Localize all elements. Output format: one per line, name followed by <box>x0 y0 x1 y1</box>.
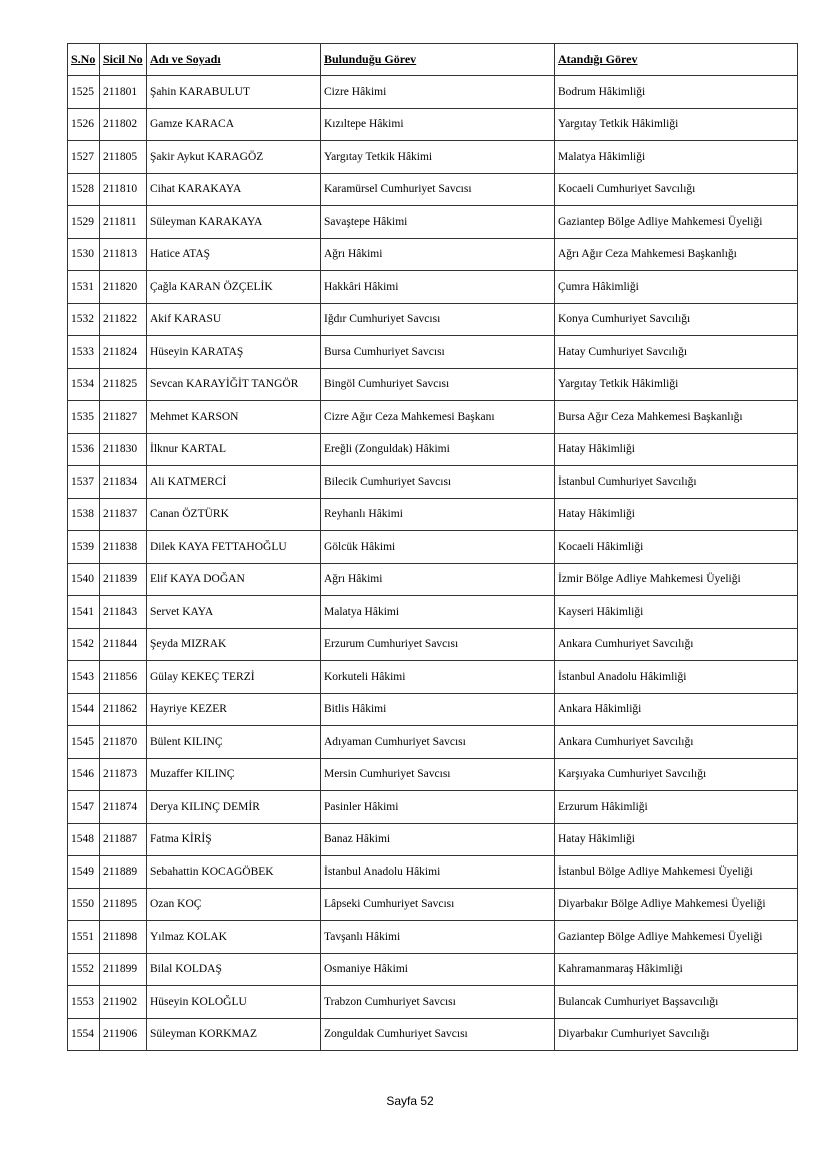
row-current-post: Erzurum Cumhuriyet Savcısı <box>321 628 555 661</box>
row-sicil-no: 211874 <box>100 791 147 824</box>
row-current-post: Cizre Ağır Ceza Mahkemesi Başkanı <box>321 401 555 434</box>
row-sicil-no: 211895 <box>100 888 147 921</box>
row-sno: 1545 <box>68 726 100 759</box>
row-sicil-no: 211825 <box>100 368 147 401</box>
row-assigned-post: Yargıtay Tetkik Hâkimliği <box>555 368 798 401</box>
row-sno: 1528 <box>68 173 100 206</box>
row-sno: 1548 <box>68 823 100 856</box>
row-assigned-post: Kayseri Hâkimliği <box>555 596 798 629</box>
row-sicil-no: 211802 <box>100 108 147 141</box>
row-assigned-post: Kocaeli Hâkimliği <box>555 531 798 564</box>
row-assigned-post: Ağrı Ağır Ceza Mahkemesi Başkanlığı <box>555 238 798 271</box>
row-current-post: Osmaniye Hâkimi <box>321 953 555 986</box>
row-assigned-post: Hatay Hâkimliği <box>555 433 798 466</box>
row-current-post: Hakkâri Hâkimi <box>321 271 555 304</box>
table-row <box>68 791 798 824</box>
row-sno: 1533 <box>68 336 100 369</box>
row-sicil-no: 211822 <box>100 303 147 336</box>
row-sicil-no: 211887 <box>100 823 147 856</box>
row-sno: 1526 <box>68 108 100 141</box>
header-row <box>68 44 798 76</box>
row-current-post: Ağrı Hâkimi <box>321 238 555 271</box>
row-sno: 1552 <box>68 953 100 986</box>
row-assigned-post: İstanbul Cumhuriyet Savcılığı <box>555 466 798 499</box>
row-assigned-post: Konya Cumhuriyet Savcılığı <box>555 303 798 336</box>
row-name: Gamze KARACA <box>147 108 321 141</box>
table-row <box>68 433 798 466</box>
row-assigned-post: Hatay Hâkimliği <box>555 823 798 856</box>
row-name: Çağla KARAN ÖZÇELİK <box>147 271 321 304</box>
row-sno: 1535 <box>68 401 100 434</box>
table-row <box>68 336 798 369</box>
table-row <box>68 661 798 694</box>
row-sicil-no: 211899 <box>100 953 147 986</box>
row-sicil-no: 211820 <box>100 271 147 304</box>
row-name: Cihat KARAKAYA <box>147 173 321 206</box>
row-name: Hatice ATAŞ <box>147 238 321 271</box>
row-name: İlknur KARTAL <box>147 433 321 466</box>
row-sicil-no: 211824 <box>100 336 147 369</box>
row-sno: 1541 <box>68 596 100 629</box>
row-sicil-no: 211813 <box>100 238 147 271</box>
row-sicil-no: 211837 <box>100 498 147 531</box>
row-assigned-post: Gaziantep Bölge Adliye Mahkemesi Üyeliği <box>555 921 798 954</box>
table-body <box>68 76 798 1051</box>
row-name: Sebahattin KOCAGÖBEK <box>147 856 321 889</box>
row-name: Süleyman KORKMAZ <box>147 1018 321 1051</box>
row-sno: 1554 <box>68 1018 100 1051</box>
table-row <box>68 108 798 141</box>
row-name: Servet KAYA <box>147 596 321 629</box>
table-row <box>68 498 798 531</box>
row-name: Fatma KİRİŞ <box>147 823 321 856</box>
row-name: Ali KATMERCİ <box>147 466 321 499</box>
row-assigned-post: Erzurum Hâkimliği <box>555 791 798 824</box>
table-row <box>68 628 798 661</box>
table-row <box>68 726 798 759</box>
row-current-post: Kızıltepe Hâkimi <box>321 108 555 141</box>
table-row <box>68 173 798 206</box>
row-sicil-no: 211902 <box>100 986 147 1019</box>
row-assigned-post: Çumra Hâkimliği <box>555 271 798 304</box>
row-sno: 1531 <box>68 271 100 304</box>
header-sno: S.No <box>68 44 100 76</box>
row-name: Akif KARASU <box>147 303 321 336</box>
row-current-post: Reyhanlı Hâkimi <box>321 498 555 531</box>
row-sno: 1536 <box>68 433 100 466</box>
table-row <box>68 76 798 109</box>
row-sicil-no: 211873 <box>100 758 147 791</box>
row-sicil-no: 211843 <box>100 596 147 629</box>
table-row <box>68 531 798 564</box>
row-current-post: Banaz Hâkimi <box>321 823 555 856</box>
appointments-table <box>67 43 798 1051</box>
row-sno: 1529 <box>68 206 100 239</box>
row-current-post: Bursa Cumhuriyet Savcısı <box>321 336 555 369</box>
row-sno: 1550 <box>68 888 100 921</box>
row-sno: 1553 <box>68 986 100 1019</box>
row-current-post: Adıyaman Cumhuriyet Savcısı <box>321 726 555 759</box>
row-assigned-post: Ankara Cumhuriyet Savcılığı <box>555 726 798 759</box>
row-name: Canan ÖZTÜRK <box>147 498 321 531</box>
table-row <box>68 206 798 239</box>
row-name: Bilal KOLDAŞ <box>147 953 321 986</box>
row-sno: 1527 <box>68 141 100 174</box>
row-name: Gülay KEKEÇ TERZİ <box>147 661 321 694</box>
row-sicil-no: 211898 <box>100 921 147 954</box>
table-header <box>68 44 798 76</box>
row-current-post: Lâpseki Cumhuriyet Savcısı <box>321 888 555 921</box>
row-current-post: Karamürsel Cumhuriyet Savcısı <box>321 173 555 206</box>
row-current-post: Cizre Hâkimi <box>321 76 555 109</box>
row-name: Derya KILINÇ DEMİR <box>147 791 321 824</box>
row-sno: 1534 <box>68 368 100 401</box>
header-assigned-post: Atandığı Görev <box>555 44 798 76</box>
table-row <box>68 953 798 986</box>
row-assigned-post: Gaziantep Bölge Adliye Mahkemesi Üyeliği <box>555 206 798 239</box>
row-assigned-post: Bursa Ağır Ceza Mahkemesi Başkanlığı <box>555 401 798 434</box>
row-sno: 1546 <box>68 758 100 791</box>
table-row <box>68 238 798 271</box>
row-current-post: Ağrı Hâkimi <box>321 563 555 596</box>
row-current-post: Pasinler Hâkimi <box>321 791 555 824</box>
row-sicil-no: 211834 <box>100 466 147 499</box>
row-assigned-post: Karşıyaka Cumhuriyet Savcılığı <box>555 758 798 791</box>
table-row <box>68 856 798 889</box>
row-current-post: Bitlis Hâkimi <box>321 693 555 726</box>
row-current-post: Mersin Cumhuriyet Savcısı <box>321 758 555 791</box>
row-current-post: Bilecik Cumhuriyet Savcısı <box>321 466 555 499</box>
table-row <box>68 693 798 726</box>
row-name: Süleyman KARAKAYA <box>147 206 321 239</box>
row-current-post: Korkuteli Hâkimi <box>321 661 555 694</box>
row-assigned-post: Diyarbakır Bölge Adliye Mahkemesi Üyeliği <box>555 888 798 921</box>
table-row <box>68 888 798 921</box>
row-name: Şakir Aykut KARAGÖZ <box>147 141 321 174</box>
row-name: Dilek KAYA FETTAHOĞLU <box>147 531 321 564</box>
row-sicil-no: 211906 <box>100 1018 147 1051</box>
table-row <box>68 271 798 304</box>
row-assigned-post: Hatay Hâkimliği <box>555 498 798 531</box>
row-sno: 1537 <box>68 466 100 499</box>
row-sno: 1540 <box>68 563 100 596</box>
row-name: Mehmet KARSON <box>147 401 321 434</box>
row-sicil-no: 211844 <box>100 628 147 661</box>
row-assigned-post: Ankara Hâkimliği <box>555 693 798 726</box>
row-current-post: Zonguldak Cumhuriyet Savcısı <box>321 1018 555 1051</box>
row-sicil-no: 211830 <box>100 433 147 466</box>
row-assigned-post: Kahramanmaraş Hâkimliği <box>555 953 798 986</box>
row-sicil-no: 211862 <box>100 693 147 726</box>
row-sno: 1543 <box>68 661 100 694</box>
header-sicil-no: Sicil No <box>100 44 147 76</box>
table-row <box>68 141 798 174</box>
row-name: Muzaffer KILINÇ <box>147 758 321 791</box>
table-row <box>68 303 798 336</box>
row-name: Şeyda MIZRAK <box>147 628 321 661</box>
row-assigned-post: İzmir Bölge Adliye Mahkemesi Üyeliği <box>555 563 798 596</box>
row-assigned-post: Diyarbakır Cumhuriyet Savcılığı <box>555 1018 798 1051</box>
row-name: Sevcan KARAYİĞİT TANGÖR <box>147 368 321 401</box>
row-current-post: Bingöl Cumhuriyet Savcısı <box>321 368 555 401</box>
row-sicil-no: 211811 <box>100 206 147 239</box>
row-assigned-post: Bodrum Hâkimliği <box>555 76 798 109</box>
table-row <box>68 401 798 434</box>
row-current-post: Ereğli (Zonguldak) Hâkimi <box>321 433 555 466</box>
row-name: Elif KAYA DOĞAN <box>147 563 321 596</box>
row-sicil-no: 211827 <box>100 401 147 434</box>
row-sno: 1542 <box>68 628 100 661</box>
table-row <box>68 758 798 791</box>
row-sno: 1539 <box>68 531 100 564</box>
table-row <box>68 986 798 1019</box>
row-sno: 1530 <box>68 238 100 271</box>
row-sno: 1547 <box>68 791 100 824</box>
row-assigned-post: Ankara Cumhuriyet Savcılığı <box>555 628 798 661</box>
row-assigned-post: Bulancak Cumhuriyet Başsavcılığı <box>555 986 798 1019</box>
row-assigned-post: Malatya Hâkimliği <box>555 141 798 174</box>
row-current-post: Malatya Hâkimi <box>321 596 555 629</box>
row-current-post: İstanbul Anadolu Hâkimi <box>321 856 555 889</box>
row-sicil-no: 211801 <box>100 76 147 109</box>
table-row <box>68 368 798 401</box>
row-sicil-no: 211856 <box>100 661 147 694</box>
table-row <box>68 823 798 856</box>
row-name: Ozan KOÇ <box>147 888 321 921</box>
row-assigned-post: Hatay Cumhuriyet Savcılığı <box>555 336 798 369</box>
row-assigned-post: İstanbul Bölge Adliye Mahkemesi Üyeliği <box>555 856 798 889</box>
row-current-post: Savaştepe Hâkimi <box>321 206 555 239</box>
row-sno: 1551 <box>68 921 100 954</box>
table-row <box>68 563 798 596</box>
row-sicil-no: 211889 <box>100 856 147 889</box>
header-current-post: Bulunduğu Görev <box>321 44 555 76</box>
row-assigned-post: İstanbul Anadolu Hâkimliği <box>555 661 798 694</box>
row-sicil-no: 211839 <box>100 563 147 596</box>
row-current-post: Iğdır Cumhuriyet Savcısı <box>321 303 555 336</box>
row-current-post: Tavşanlı Hâkimi <box>321 921 555 954</box>
row-sno: 1532 <box>68 303 100 336</box>
row-current-post: Yargıtay Tetkik Hâkimi <box>321 141 555 174</box>
row-name: Hüseyin KARATAŞ <box>147 336 321 369</box>
header-name: Adı ve Soyadı <box>147 44 321 76</box>
row-sno: 1544 <box>68 693 100 726</box>
row-sno: 1538 <box>68 498 100 531</box>
row-name: Bülent KILINÇ <box>147 726 321 759</box>
row-sno: 1549 <box>68 856 100 889</box>
table-row <box>68 921 798 954</box>
row-current-post: Gölcük Hâkimi <box>321 531 555 564</box>
row-assigned-post: Kocaeli Cumhuriyet Savcılığı <box>555 173 798 206</box>
table-row <box>68 1018 798 1051</box>
table-row <box>68 466 798 499</box>
table-row <box>68 596 798 629</box>
row-sicil-no: 211805 <box>100 141 147 174</box>
row-current-post: Trabzon Cumhuriyet Savcısı <box>321 986 555 1019</box>
row-sicil-no: 211838 <box>100 531 147 564</box>
row-name: Hayriye KEZER <box>147 693 321 726</box>
row-sicil-no: 211810 <box>100 173 147 206</box>
row-name: Şahin KARABULUT <box>147 76 321 109</box>
page-number: Sayfa 52 <box>386 1094 434 1108</box>
row-name: Yılmaz KOLAK <box>147 921 321 954</box>
row-assigned-post: Yargıtay Tetkik Hâkimliği <box>555 108 798 141</box>
row-sno: 1525 <box>68 76 100 109</box>
row-sicil-no: 211870 <box>100 726 147 759</box>
row-name: Hüseyin KOLOĞLU <box>147 986 321 1019</box>
